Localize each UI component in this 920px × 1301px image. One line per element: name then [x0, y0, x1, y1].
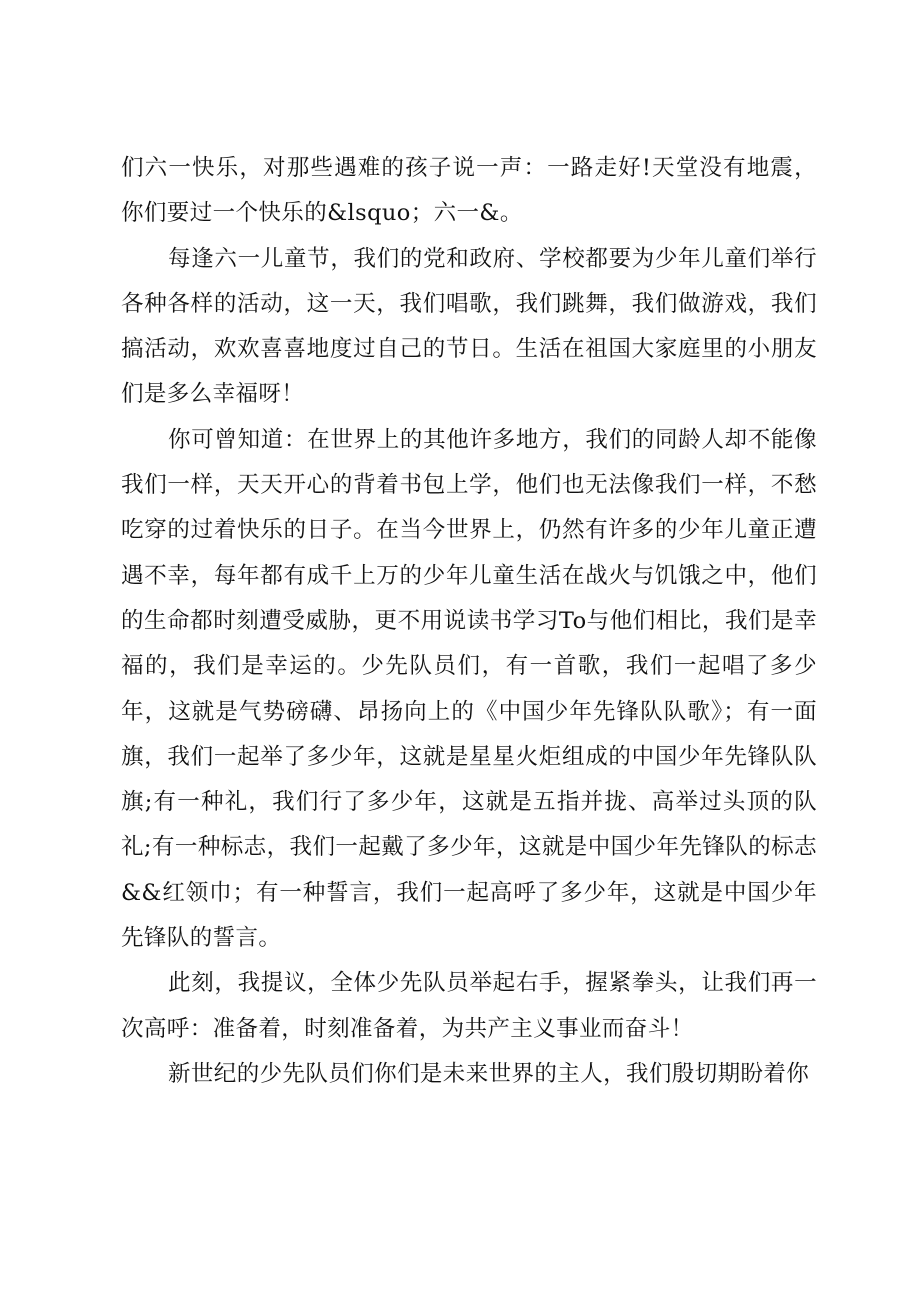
document-body	[121, 146, 817, 1097]
paragraph-continuation: 们六一快乐，对那些遇难的孩子说一声：一路走好!天堂没有地震，你们要过一个快乐的&lsquo；六一&。	[121, 155, 817, 227]
paragraph-peers-worldwide: 你可曾知道：在世界上的其他许多地方，我们的同龄人却不能像我们一样，天天开心的背着书包上学，他们也无法像我们一样，不愁吃穿的过着快乐的日子。在当今世界上，仍然有许多的少年儿童正遭遇不幸，每年都有成千上万的少年儿童生活在战火与饥饿之中，他们的生命都时刻遭受威胁，更不用说读书学习To与他们相比，我们是幸福的，我们是幸运的。少先队员们，有一首歌，我们一起唱了多少年，这就是气势磅礴、昂扬向上的《中国少年先锋队队歌》；有一面旗，我们一起举了多少年，这就是星星火炬组成的中国少年先锋队队旗;有一种礼，我们行了多少年，这就是五指并拢、高举过头顶的队礼;有一种标志，我们一起戴了多少年，这就是中国少年先锋队的标志&&红领巾；有一种誓言，我们一起高呼了多少年，这就是中国少年先锋队的誓言。	[121, 426, 817, 952]
paragraph-new-century: 新世纪的少先队员们你们是未来世界的主人，我们殷切期盼着你	[168, 1060, 810, 1087]
paragraph-pledge: 此刻，我提议，全体少先队员举起右手，握紧拳头，让我们再一次高呼：准备着，时刻准备着，为共产主义事业而奋斗！	[121, 970, 817, 1042]
paragraph-childrens-day: 每逢六一儿童节，我们的党和政府、学校都要为少年儿童们举行各种各样的活动，这一天，我们唱歌，我们跳舞，我们做游戏，我们搞活动，欢欢喜喜地度过自己的节日。生活在祖国大家庭里的小朋友们是多么幸福呀！	[121, 245, 817, 408]
